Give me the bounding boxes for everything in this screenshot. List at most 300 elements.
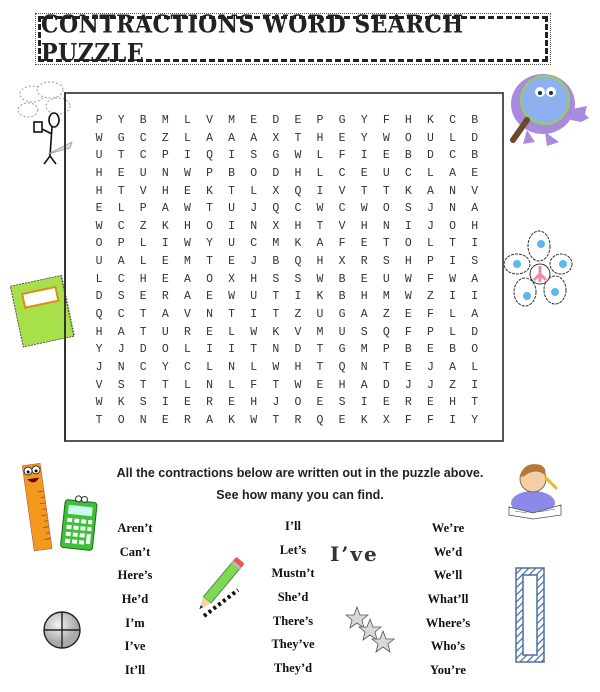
grid-letter: M (161, 114, 169, 127)
grid-letter: T (316, 360, 324, 374)
ruler-icon (18, 458, 58, 553)
grid-letter: I (471, 237, 479, 251)
grid-letter: V (471, 184, 479, 198)
grid-letter: L (449, 308, 456, 322)
grid-letter: P (206, 166, 213, 180)
ive-wordart-text: I’ve (330, 542, 379, 566)
grid-letter: A (117, 325, 125, 339)
grid-letter: V (183, 308, 191, 322)
grid-letter: H (360, 219, 368, 233)
word-item: They’d (273, 661, 313, 676)
grid-letter: L (139, 255, 147, 269)
grid-letter: S (272, 272, 280, 286)
grid-letter: W (95, 131, 103, 145)
word-item: Mustn’t (271, 566, 315, 581)
grid-letter: O (206, 219, 213, 233)
grid-letter: S (338, 396, 346, 410)
word-item: Who’s (430, 639, 466, 654)
grid-letter: X (272, 219, 280, 233)
grid-letter: H (139, 272, 147, 286)
word-item: Aren’t (117, 521, 153, 535)
grid-letter: Z (382, 308, 390, 322)
grid-letter: J (117, 343, 125, 357)
grid-letter: M (228, 114, 236, 127)
ive-wordart (330, 542, 379, 566)
grid-letter: I (228, 149, 236, 163)
grid-letter: A (161, 202, 169, 216)
grid-letter: F (250, 378, 258, 392)
grid-letter: H (449, 396, 456, 410)
page-title: CONTRACTIONS WORD SEARCH PUZZLE (41, 10, 464, 68)
grid-letter: T (117, 184, 125, 198)
grid-letter: O (161, 343, 169, 357)
grid-letter: A (471, 272, 479, 286)
grid-letter: A (117, 255, 125, 269)
grid-letter: T (449, 237, 456, 251)
grid-letter: J (250, 255, 258, 269)
grid-letter: U (139, 166, 147, 180)
grid-letter: J (427, 219, 434, 233)
grid-letter: W (360, 202, 368, 216)
grid-letter: Y (360, 131, 368, 145)
grid-letter: C (139, 360, 147, 374)
grid-letter: T (382, 184, 390, 198)
grid-letter: N (250, 219, 258, 233)
grid-letter: E (228, 255, 236, 269)
grid-letter: A (316, 237, 324, 251)
grid-letter: T (272, 378, 280, 392)
grid-letter: H (95, 325, 103, 339)
grid-letter: W (404, 272, 412, 286)
grid-letter: H (294, 360, 302, 374)
grid-letter: V (294, 325, 302, 339)
grid-letter: T (360, 184, 368, 198)
grid-letter: W (382, 131, 390, 145)
grid-letter: Y (206, 237, 213, 251)
grid-letter: N (206, 378, 213, 392)
grid-letter: D (272, 114, 280, 127)
word-item: Let’s (279, 542, 307, 557)
grid-letter: E (316, 396, 324, 410)
grid-letter: L (183, 114, 191, 127)
grid-letter: L (316, 149, 324, 163)
grid-letter: D (382, 378, 390, 392)
grid-letter: S (382, 255, 390, 269)
grid-letter: I (161, 237, 169, 251)
grid-letter: K (161, 219, 169, 233)
word-item: Where’s (425, 615, 471, 630)
peace-flower-icon (503, 230, 573, 310)
grid-letter: B (139, 114, 147, 127)
grid-letter: I (360, 149, 368, 163)
grid-letter: F (427, 272, 434, 286)
grid-letter: H (316, 255, 324, 269)
grid-letter: T (471, 396, 479, 410)
grid-letter: E (228, 396, 236, 410)
grid-letter: N (449, 184, 456, 198)
grid-letter: Z (161, 131, 169, 145)
grid-letter: O (294, 396, 302, 410)
grid-letter: L (250, 360, 258, 374)
grid-letter: U (338, 325, 346, 339)
grid-letter: N (228, 360, 236, 374)
word-item: What’ll (427, 592, 469, 607)
grid-letter: V (338, 184, 346, 198)
grid-letter: E (206, 290, 213, 304)
grid-letter: R (183, 325, 191, 339)
grid-letter: V (206, 114, 213, 127)
grid-letter: I (449, 255, 456, 269)
grid-letter: A (228, 131, 236, 145)
grid-letter: A (449, 360, 456, 374)
grid-letter: G (272, 149, 280, 163)
grid-letter: D (139, 343, 147, 357)
grid-letter: H (183, 219, 191, 233)
grid-letter: V (139, 184, 147, 198)
hatched-bracket-icon (515, 567, 545, 663)
grid-letter: K (404, 184, 412, 198)
grid-letter: U (95, 149, 103, 163)
grid-letter: X (272, 131, 280, 145)
grid-letter: Q (95, 308, 103, 322)
grid-letter: I (294, 290, 302, 304)
grid-letter: P (161, 149, 169, 163)
grid-letter: J (95, 360, 103, 374)
grid-letter: L (117, 202, 125, 216)
grid-letter: U (382, 272, 390, 286)
grid-letter: Q (294, 184, 302, 198)
grid-letter: M (316, 325, 324, 339)
grid-letter: C (117, 272, 125, 286)
word-item: She’d (277, 590, 309, 605)
grid-letter: D (471, 131, 479, 145)
grid-letter: C (250, 237, 258, 251)
grid-letter: J (272, 396, 280, 410)
grid-letter: Q (294, 255, 302, 269)
grid-letter: E (382, 396, 390, 410)
grid-letter: I (228, 219, 236, 233)
grid-letter: A (471, 202, 479, 216)
grid-letter: E (294, 114, 302, 127)
grid-letter: I (161, 396, 169, 410)
grid-letter: O (382, 202, 390, 216)
word-item: Here’s (117, 568, 153, 583)
grid-letter: T (139, 325, 147, 339)
grid-letter: I (360, 396, 368, 410)
grid-letter: S (294, 272, 302, 286)
grid-letter: T (382, 237, 390, 251)
grid-letter: L (183, 343, 191, 357)
grid-letter: K (272, 325, 280, 339)
grid-letter: S (117, 378, 125, 392)
grid-letter: D (427, 149, 434, 163)
grid-letter: Q (206, 149, 213, 163)
grid-letter: K (206, 184, 213, 198)
crosshair-circle-icon (42, 610, 82, 650)
grid-letter: O (449, 219, 456, 233)
grid-letter: F (427, 413, 434, 427)
grid-letter: E (161, 255, 169, 269)
grid-letter: R (360, 255, 368, 269)
grid-letter: Y (95, 343, 103, 357)
grid-letter: W (449, 272, 456, 286)
grid-letter: T (206, 202, 213, 216)
grid-letter: K (294, 237, 302, 251)
grid-letter: N (449, 202, 456, 216)
grid-letter: J (404, 378, 412, 392)
grid-letter: A (360, 378, 368, 392)
word-item: They’ve (271, 637, 315, 652)
grid-letter: B (449, 343, 456, 357)
grid-letter: P (427, 325, 434, 339)
grid-letter: C (338, 166, 346, 180)
grid-letter: D (272, 166, 280, 180)
grid-letter: D (294, 343, 302, 357)
grid-letter: I (316, 184, 324, 198)
grid-letter: E (471, 166, 479, 180)
grid-letter: Q (338, 360, 346, 374)
word-item: There’s (272, 613, 314, 628)
calculator-icon (58, 493, 100, 553)
grid-letter: T (206, 255, 213, 269)
grid-letter: G (117, 131, 125, 145)
grid-letter: M (183, 255, 191, 269)
grid-letter: H (316, 131, 324, 145)
grid-letter: I (449, 413, 456, 427)
grid-letter: I (183, 149, 191, 163)
grid-letter: P (382, 343, 390, 357)
word-item: Can’t (119, 544, 151, 559)
grid-letter: H (471, 219, 479, 233)
grid-letter: C (338, 202, 346, 216)
grid-letter: V (95, 378, 103, 392)
grid-letter: G (338, 343, 346, 357)
grid-letter: N (117, 360, 125, 374)
grid-letter: G (338, 114, 346, 127)
grid-letter: A (449, 166, 456, 180)
grid-letter: E (404, 308, 412, 322)
grid-letter: L (228, 378, 236, 392)
grid-letter: J (427, 202, 434, 216)
grid-letter: H (250, 272, 258, 286)
grid-letter: A (206, 413, 213, 427)
grid-letter: X (228, 272, 236, 286)
word-item: We’ll (433, 568, 463, 583)
grid-letter: U (427, 131, 434, 145)
grid-letter: N (139, 413, 147, 427)
grid-letter: T (95, 413, 103, 427)
word-item: I’ve (124, 639, 146, 654)
pencil-icon (188, 552, 248, 622)
grid-letter: G (338, 308, 346, 322)
grid-letter: H (338, 378, 346, 392)
grid-letter: A (427, 184, 434, 198)
grid-letter: C (139, 131, 147, 145)
grid-letter: T (272, 290, 280, 304)
grid-letter: C (404, 166, 412, 180)
grid-letter: W (294, 149, 302, 163)
grid-letter: Z (139, 219, 147, 233)
grid-letter: S (117, 290, 125, 304)
grid-letter: B (338, 272, 346, 286)
grid-letter: Q (316, 413, 324, 427)
word-item: He’d (121, 592, 149, 607)
grid-letter: L (183, 378, 191, 392)
grid-letter: K (316, 290, 324, 304)
grid-letter: W (316, 202, 324, 216)
grid-letter: H (161, 184, 169, 198)
grid-letter: N (360, 360, 368, 374)
grid-letter: S (471, 255, 479, 269)
instructions-line-2: See how many you can find. (216, 488, 384, 502)
grid-letter: R (183, 413, 191, 427)
grid-letter: L (471, 360, 479, 374)
grid-letter: X (338, 255, 346, 269)
grid-letter: I (206, 343, 213, 357)
grid-letter: H (294, 219, 302, 233)
grid-letter: B (338, 290, 346, 304)
grid-letter: L (183, 131, 191, 145)
instructions (100, 462, 500, 506)
grid-letter: C (183, 360, 191, 374)
grid-letter: I (404, 219, 412, 233)
grid-letter: U (228, 237, 236, 251)
grid-letter: S (360, 325, 368, 339)
grid-letter: B (404, 149, 412, 163)
grid-letter: K (360, 413, 368, 427)
grid-letter: E (183, 396, 191, 410)
grid-letter: S (404, 202, 412, 216)
word-list-column-3 (415, 520, 481, 686)
grid-letter: T (316, 219, 324, 233)
grid-letter: T (228, 184, 236, 198)
word-search-grid-frame (64, 92, 504, 442)
grid-letter: W (272, 360, 280, 374)
grid-letter: T (294, 131, 302, 145)
grid-letter: E (95, 202, 103, 216)
grid-letter: P (117, 237, 125, 251)
grid-letter: O (471, 343, 479, 357)
word-item: It’ll (124, 663, 146, 678)
grid-letter: E (360, 166, 368, 180)
grid-letter: S (139, 396, 147, 410)
word-list-column-2 (262, 518, 324, 684)
grid-letter: M (360, 343, 368, 357)
grid-letter: R (206, 396, 213, 410)
grid-letter: S (250, 149, 258, 163)
grid-letter: E (139, 290, 147, 304)
grid-letter: Y (471, 413, 479, 427)
grid-letter: F (382, 114, 390, 127)
grid-letter: Y (161, 360, 169, 374)
grid-letter: H (404, 255, 412, 269)
grid-letter: C (449, 149, 456, 163)
grid-letter: O (404, 237, 412, 251)
grid-letter: F (404, 413, 412, 427)
grid-letter: T (139, 378, 147, 392)
grid-letter: K (427, 114, 434, 127)
grid-letter: E (161, 272, 169, 286)
grid-letter: E (117, 166, 125, 180)
grid-letter: O (404, 131, 412, 145)
word-item: We’re (431, 521, 465, 535)
grid-letter: U (316, 308, 324, 322)
grid-letter: T (316, 343, 324, 357)
grid-letter: L (449, 131, 456, 145)
grid-letter: E (316, 378, 324, 392)
grid-letter: Q (382, 325, 390, 339)
grid-letter: L (139, 237, 147, 251)
grid-letter: H (95, 166, 103, 180)
grid-letter: T (161, 378, 169, 392)
grid-letter: P (139, 202, 147, 216)
grid-letter: L (427, 237, 434, 251)
grid-letter: O (117, 413, 125, 427)
grid-letter: O (206, 272, 213, 286)
grid-letter: H (250, 396, 258, 410)
grid-letter: Q (272, 202, 280, 216)
grid-letter: Z (449, 378, 456, 392)
grid-letter: W (404, 290, 412, 304)
grid-letter: W (316, 272, 324, 286)
grid-letter: H (294, 166, 302, 180)
grid-letter: O (95, 237, 103, 251)
grid-letter: R (404, 396, 412, 410)
grid-letter: M (382, 290, 390, 304)
grid-letter: T (250, 343, 258, 357)
grid-letter: C (294, 202, 302, 216)
stars-icon (345, 605, 400, 655)
grid-letter: R (294, 413, 302, 427)
grid-letter: Y (117, 114, 125, 127)
grid-letter: U (250, 290, 258, 304)
grid-letter: T (272, 413, 280, 427)
grid-letter: X (272, 184, 280, 198)
grid-letter: T (382, 360, 390, 374)
grid-letter: I (471, 378, 479, 392)
grid-letter: E (161, 413, 169, 427)
word-item: You’re (430, 663, 466, 678)
grid-letter: A (471, 308, 479, 322)
grid-letter: B (471, 149, 479, 163)
grid-letter: F (404, 325, 412, 339)
grid-letter: I (449, 290, 456, 304)
grid-letter: E (338, 131, 346, 145)
grid-letter: W (250, 325, 258, 339)
grid-letter: H (360, 290, 368, 304)
grid-letter: W (95, 219, 103, 233)
grid-letter: H (404, 114, 412, 127)
grid-letter: J (427, 378, 434, 392)
grid-letter: W (250, 413, 258, 427)
grid-letter: U (228, 202, 236, 216)
grid-letter: K (228, 413, 236, 427)
grid-letter: L (316, 166, 324, 180)
grid-letter: E (404, 360, 412, 374)
grid-letter: E (360, 272, 368, 286)
grid-letter: V (338, 219, 346, 233)
grid-letter: D (95, 290, 103, 304)
grid-letter: P (427, 255, 434, 269)
grid-letter: E (427, 343, 434, 357)
grid-letter: E (360, 237, 368, 251)
grid-letter: R (161, 290, 169, 304)
instructions-line-1: All the contractions below are written out in the puzzle above. (116, 466, 484, 480)
grid-letter: X (382, 413, 390, 427)
grid-letter: I (250, 308, 258, 322)
grid-letter: L (206, 360, 213, 374)
word-item: We’d (433, 544, 463, 559)
